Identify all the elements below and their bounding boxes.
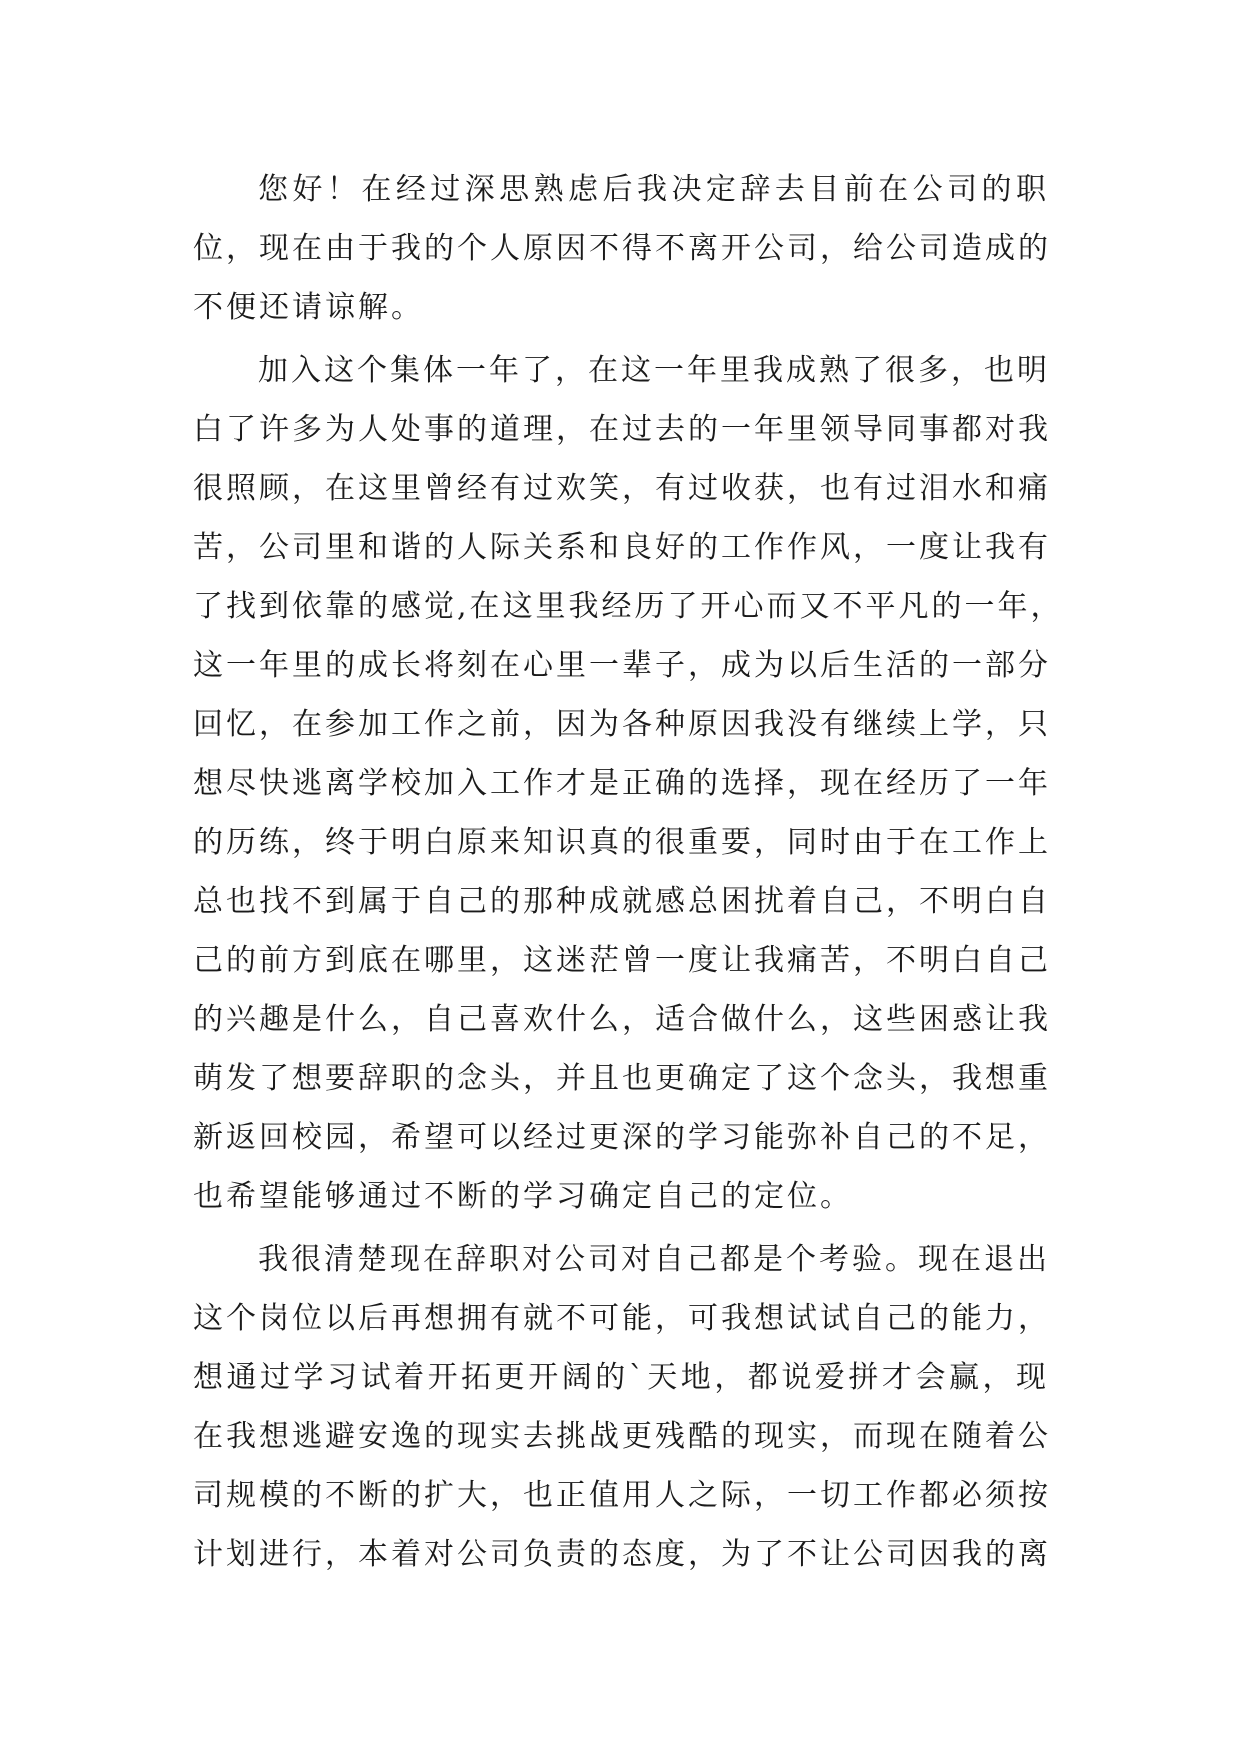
text-line: 新返回校园，希望可以经过更深的学习能弥补自己的不足， — [193, 1120, 1051, 1155]
letter-body — [193, 160, 1064, 1584]
text-line: 的兴趣是什么，自己喜欢什么，适合做什么，这些困惑让我 — [193, 1002, 1051, 1037]
text-line: 也希望能够通过不断的学习确定自己的定位。 — [193, 1179, 853, 1214]
text-line: 司规模的不断的扩大，也正值用人之际，一切工作都必须按 — [193, 1478, 1051, 1513]
text-line: 想尽快逃离学校加入工作才是正确的选择，现在经历了一年 — [193, 766, 1051, 801]
text-line: 己的前方到底在哪里，这迷茫曾一度让我痛苦，不明白自己 — [193, 943, 1051, 978]
paragraph-3 — [193, 1230, 1049, 1584]
text-line: 位，现在由于我的个人原因不得不离开公司，给公司造成的 — [193, 231, 1051, 266]
text-line: 苦，公司里和谐的人际关系和良好的工作作风，一度让我有 — [193, 530, 1051, 565]
text-line: 萌发了想要辞职的念头，并且也更确定了这个念头，我想重 — [193, 1061, 1051, 1096]
text-line: 在我想逃避安逸的现实去挑战更残酷的现实，而现在随着公 — [193, 1419, 1051, 1454]
text-line: 回忆，在参加工作之前，因为各种原因我没有继续上学，只 — [193, 707, 1051, 742]
text-line: 我很清楚现在辞职对公司对自己都是个考验。现在退出 — [258, 1242, 1050, 1277]
paragraph-2 — [193, 341, 1064, 1226]
text-line: 这个岗位以后再想拥有就不可能，可我想试试自己的能力， — [193, 1301, 1051, 1336]
text-line: 想通过学习试着开拓更开阔的`天地，都说爱拼才会赢，现 — [193, 1360, 1049, 1395]
text-line: 白了许多为人处事的道理，在过去的一年里领导同事都对我 — [193, 412, 1051, 447]
paragraph-1 — [193, 160, 1049, 337]
text-line: 您好！在经过深思熟虑后我决定辞去目前在公司的职 — [258, 172, 1049, 207]
text-line: 这一年里的成长将刻在心里一辈子，成为以后生活的一部分 — [193, 648, 1051, 683]
text-line: 的历练，终于明白原来知识真的很重要，同时由于在工作上 — [193, 825, 1051, 860]
text-line: 加入这个集体一年了，在这一年里我成熟了很多，也明 — [258, 353, 1050, 388]
text-line: 了找到依靠的感觉,在这里我经历了开心而又不平凡的一年， — [193, 589, 1064, 624]
text-line: 不便还请谅解。 — [193, 290, 424, 325]
text-line: 总也找不到属于自己的那种成就感总困扰着自己，不明白自 — [193, 884, 1051, 919]
text-line: 很照顾，在这里曾经有过欢笑，有过收获，也有过泪水和痛 — [193, 471, 1051, 506]
text-line: 计划进行，本着对公司负责的态度，为了不让公司因我的离 — [193, 1537, 1051, 1572]
